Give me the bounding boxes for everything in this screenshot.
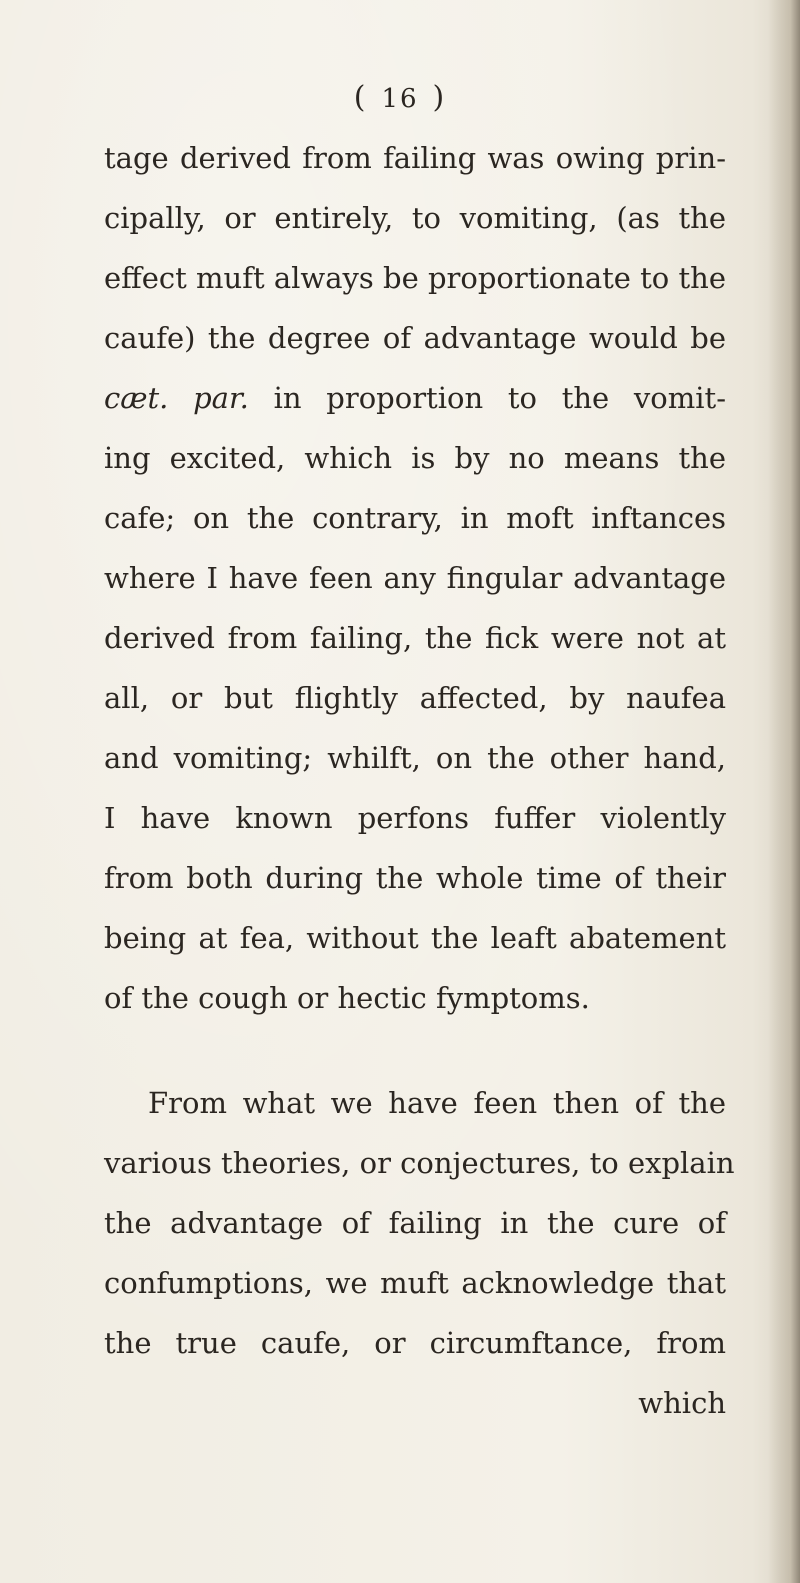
text-line-16: From what we have feen then of the [148, 1086, 726, 1120]
text-line-2: cipally, or entirely, to vomiting, (as the [104, 201, 726, 235]
page-number-open-paren: ( [353, 80, 368, 115]
text-line-12: I have known perfons fuffer violently [104, 801, 726, 835]
page-number [0, 80, 800, 115]
text-line-14: being at fea, without the leaft abatement [104, 921, 726, 955]
page-number-close-paren: ) [432, 80, 447, 115]
text-line-4: caufe) the degree of advantage would be [104, 321, 726, 355]
italic-phrase: cæt. par. [104, 381, 249, 415]
text-line-3: effect muft always be proportionate to the [104, 261, 726, 295]
page-number-value: 16 [381, 84, 419, 114]
text-line-9: derived from failing, the fick were not at [104, 621, 726, 655]
text-line-15: of the cough or hectic fymptoms. [104, 981, 590, 1015]
text-line-11: and vomiting; whilft, on the other hand, [104, 741, 726, 775]
page-edge-shadow [768, 0, 800, 1583]
text-line-17: various theories, or conjectures, to explain [104, 1146, 735, 1180]
text-line-5-rest: in proportion to the vomit- [248, 381, 726, 415]
text-line-6: ing excited, which is by no means the [104, 441, 726, 475]
text-line-7: cafe; on the contrary, in moft inftances [104, 501, 726, 535]
text-line-18: the advantage of failing in the cure of [104, 1206, 726, 1240]
text-line-20: the true caufe, or circumftance, from [104, 1326, 726, 1360]
text-line-1: tage derived from failing was owing prin- [104, 141, 726, 175]
catchword: which [638, 1386, 726, 1420]
text-line-5 [104, 378, 726, 418]
text-line-13: from both during the whole time of their [104, 861, 726, 895]
text-line-19: confumptions, we muft acknowledge that [104, 1266, 726, 1300]
text-line-8: where I have feen any fingular advantage [104, 561, 726, 595]
text-line-10: all, or but flightly affected, by naufea [104, 681, 726, 715]
